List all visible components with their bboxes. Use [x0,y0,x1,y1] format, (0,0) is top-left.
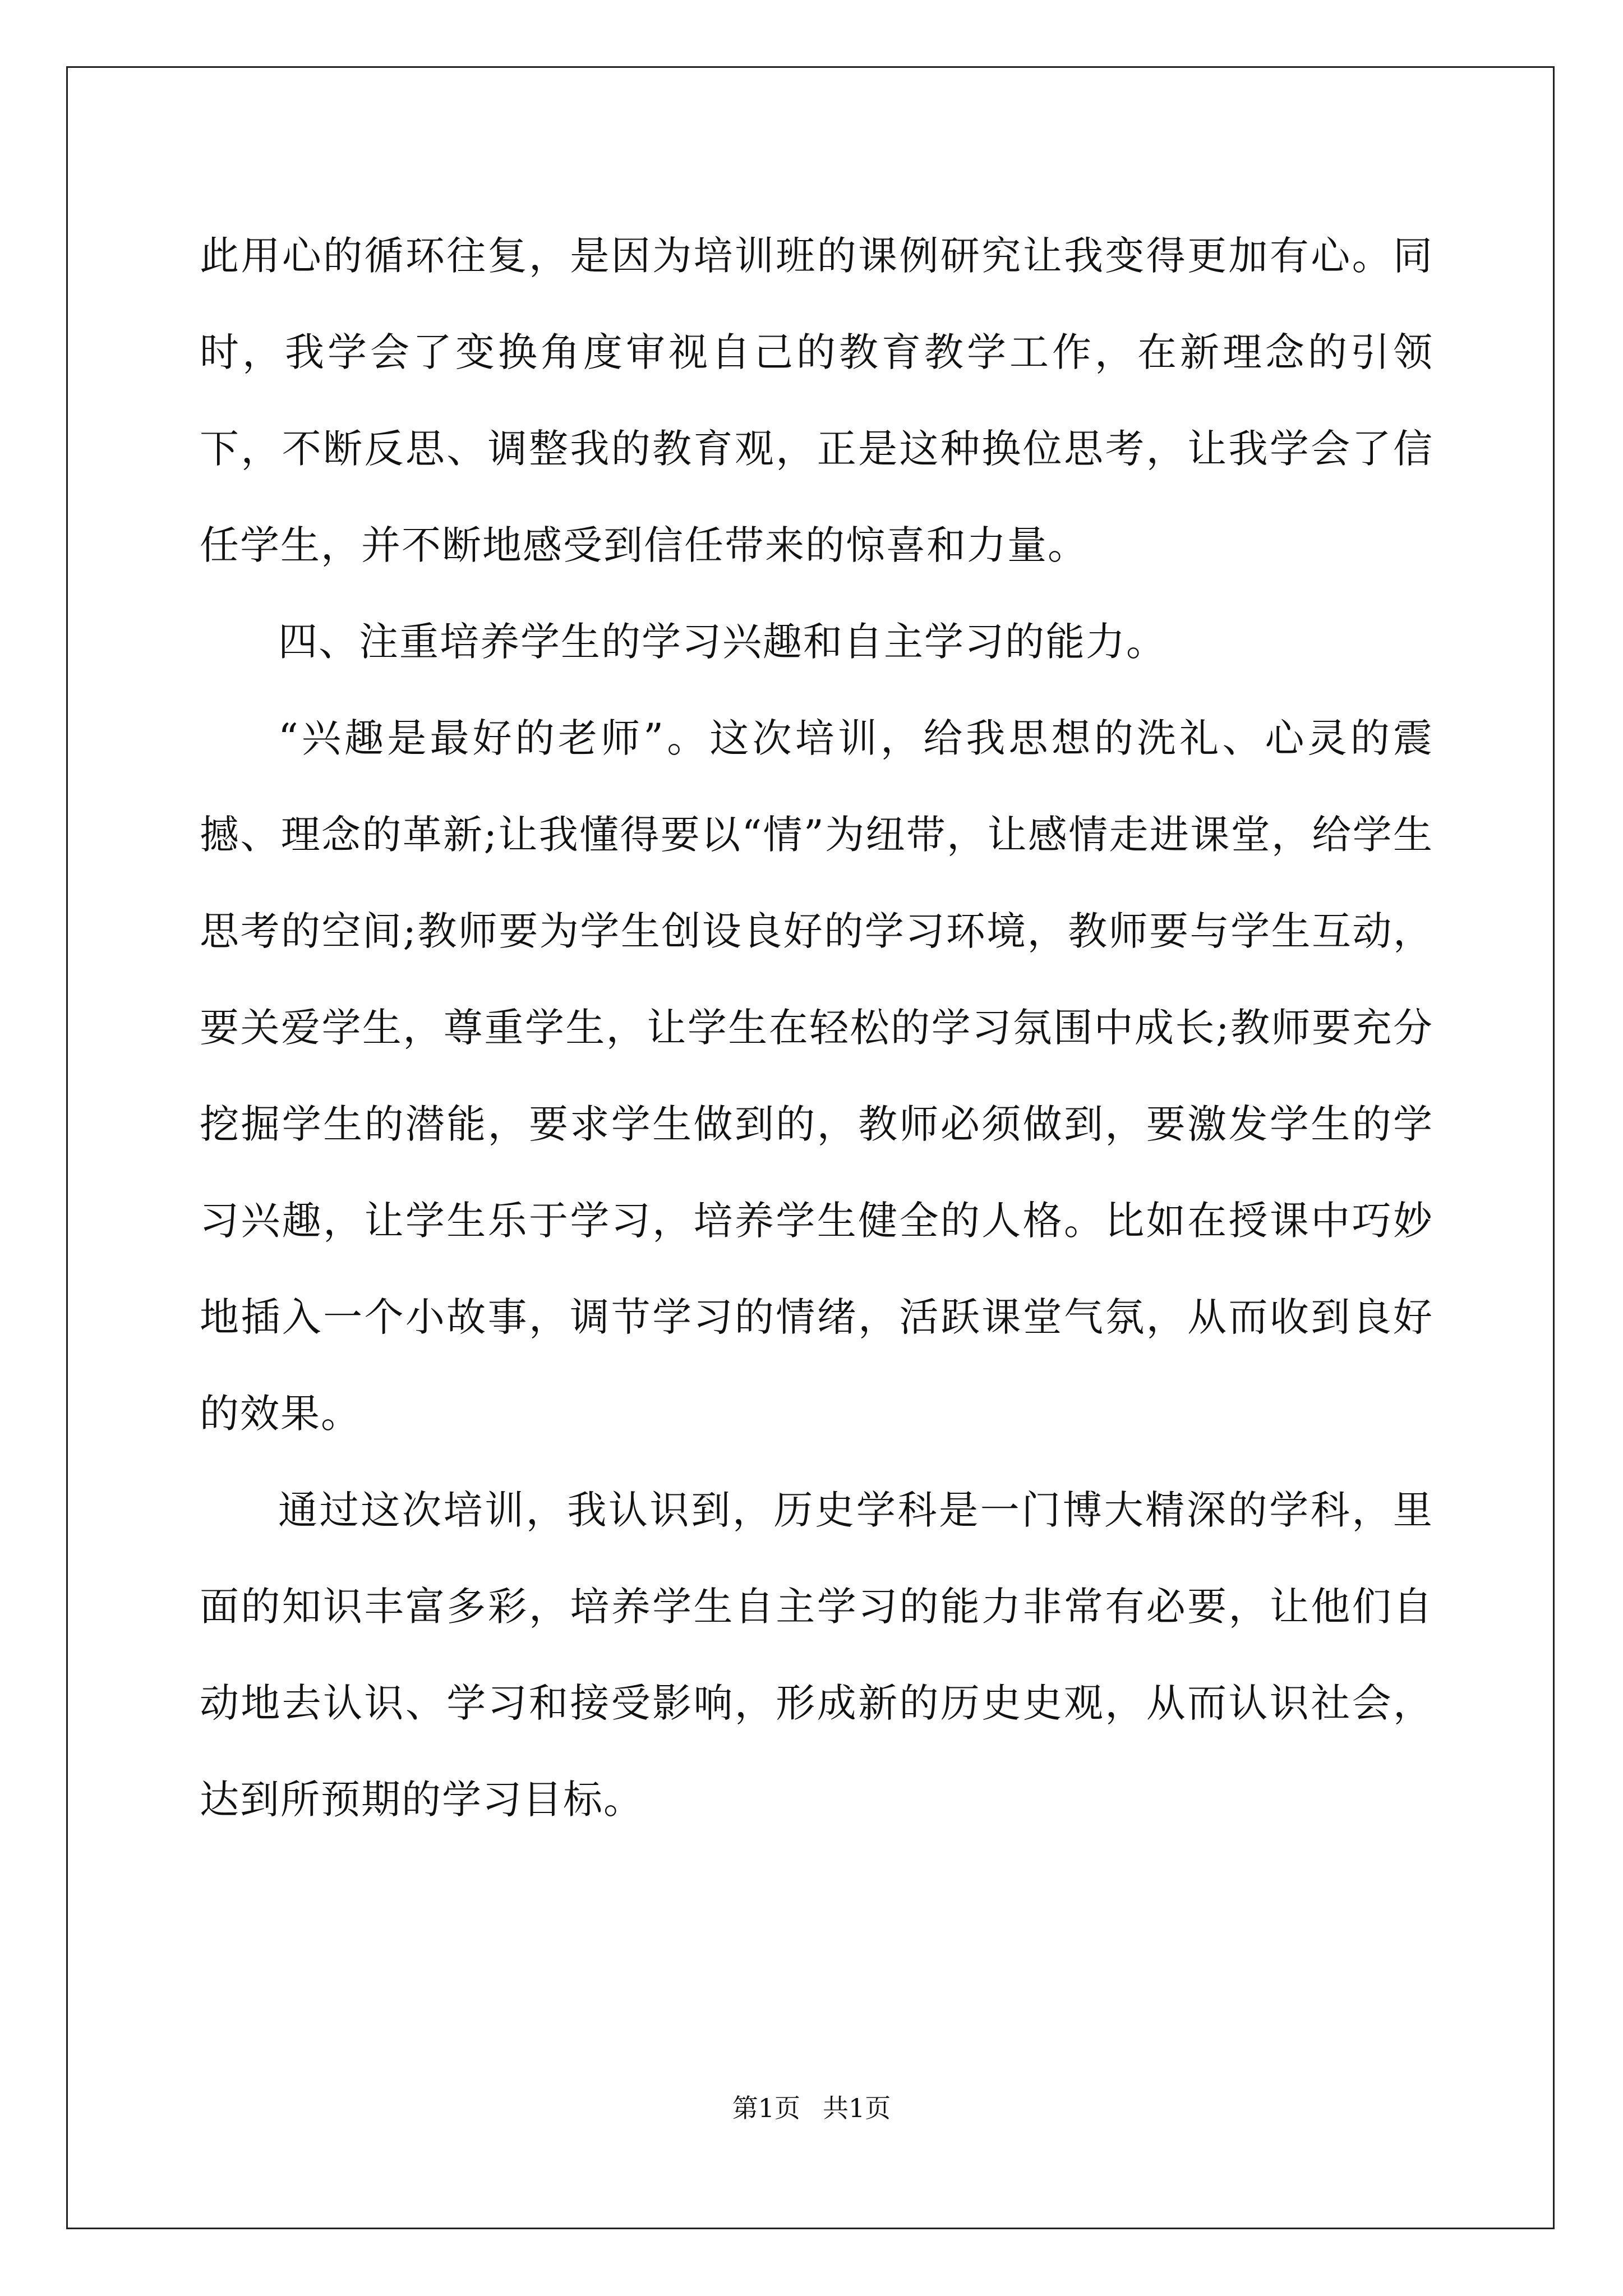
paragraph-continuation: 此用心的循环往复，是因为培训班的课例研究让我变得更加有心。同时，我学会了变换角度审视自己的教育教学工作，在新理念的引领下，不断反思、调整我的教育观，正是这种换位思考，让我学会了信任学生，并不断地感受到信任带来的惊喜和力量。 [200,233,1433,568]
page-number: 第1页 [732,2093,800,2123]
document-body [200,208,1433,1848]
section-heading: 四、注重培养学生的学习兴趣和自主学习的能力。 [278,619,1166,665]
page-footer [0,2091,1623,2125]
paragraph-interest: “兴趣是最好的老师”。这次培训，给我思想的洗礼、心灵的震撼、理念的革新;让我懂得要以“情”为纽带，让感情走进课堂，给学生思考的空间;教师要为学生创设良好的学习环境，教师要与学生互动，要关爱学生，尊重学生，让学生在轻松的学习氛围中成长;教师要充分挖掘学生的潜能，要求学生做到的，教师必须做到，要激发学生的学习兴趣，让学生乐于学习，培养学生健全的人格。比如在授课中巧妙地插入一个小故事，调节学习的情绪，活跃课堂气氛，从而收到良好的效果。 [200,715,1433,1437]
page-total: 共1页 [823,2093,891,2123]
paragraph-conclusion: 通过这次培训，我认识到，历史学科是一门博大精深的学科，里面的知识丰富多彩，培养学生自主学习的能力非常有必要，让他们自动地去认识、学习和接受影响，形成新的历史史观，从而认识社会，达到所预期的学习目标。 [200,1487,1433,1823]
